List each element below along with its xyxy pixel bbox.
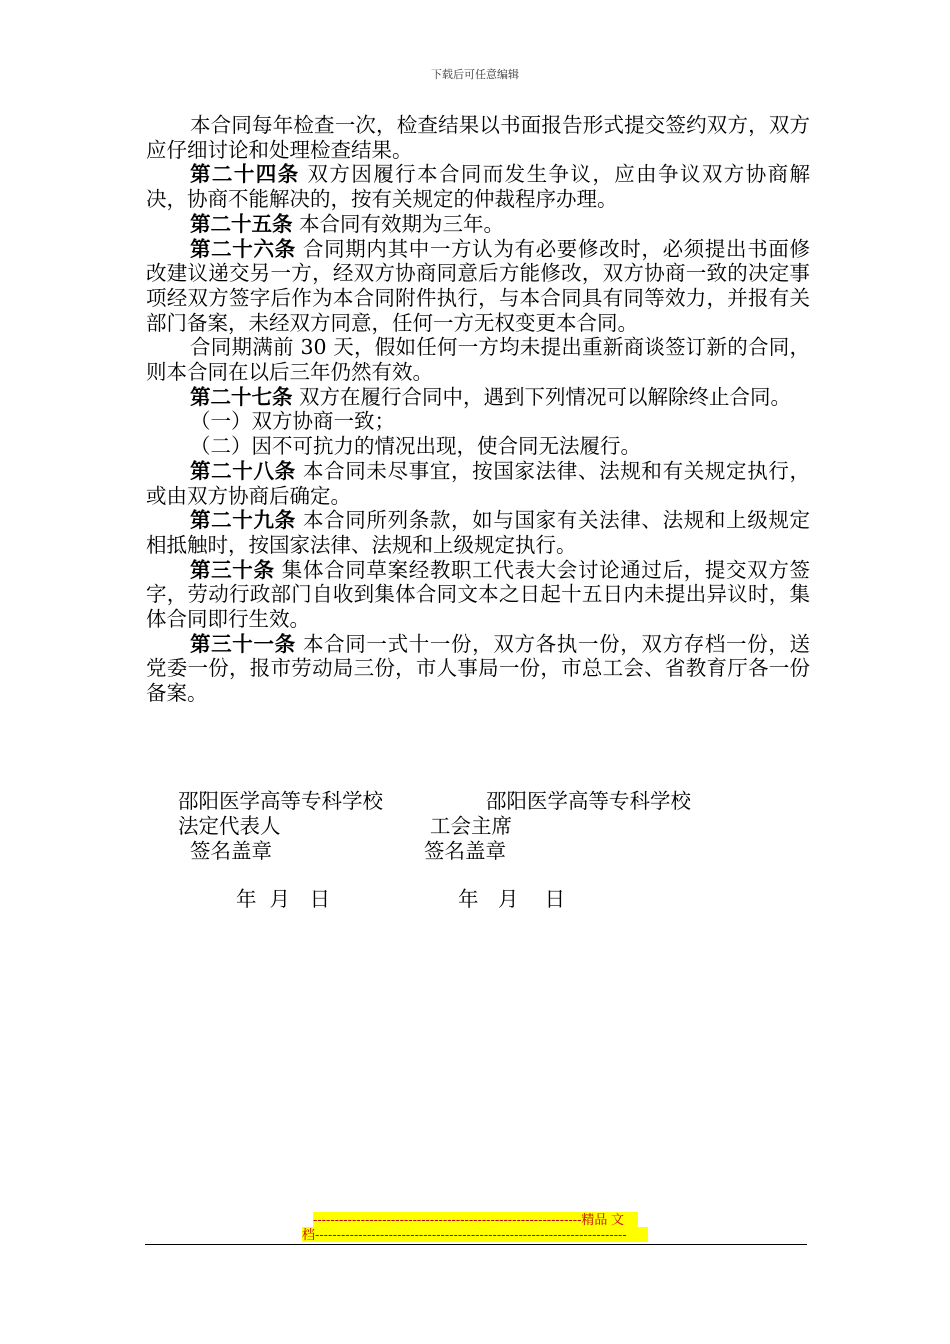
article-28	[146, 459, 810, 508]
footer-watermark-line2: 档------------------------------------------------------------------------	[302, 1227, 648, 1242]
article-text: 双方在履行合同中，遇到下列情况可以解除终止合同。	[299, 384, 792, 409]
article-text: 本合同有效期为三年。	[299, 211, 505, 236]
footer-watermark-line1: --------------------------------------------------------------精品 文	[313, 1212, 638, 1227]
article-number: 第二十七条	[190, 384, 293, 409]
article-number: 第二十四条	[190, 162, 300, 187]
signature-left-role: 法定代表人	[178, 814, 281, 838]
list-item-text: （二）因不可抗力的情况出现，使合同无法履行。	[190, 434, 641, 459]
list-item-text: （一）双方协商一致；	[190, 409, 395, 434]
article-text: 集体合同草案经教职工代表大会讨论通过后，提交双方签字，劳动行政部门自收到集体合同文本之日起十五日内未提出异议时，集体合同即行生效。	[146, 557, 810, 632]
article-24	[146, 162, 810, 211]
article-text: 本合同所列条款，如与国家有关法律、法规和上级规定相抵触时，按国家法律、法规和上级规定执行。	[146, 508, 810, 557]
signature-left-seal: 签名盖章	[190, 839, 272, 863]
paragraph-renewal	[146, 335, 810, 384]
footer-rule	[145, 1244, 807, 1245]
page-header: 下载后可任意编辑	[431, 68, 519, 81]
article-text: 本合同未尽事宜，按国家法律、法规和有关规定执行，或由双方协商后确定。	[146, 458, 810, 508]
contract-body	[146, 113, 810, 706]
article-number: 第二十五条	[190, 211, 293, 236]
article-27	[146, 385, 810, 410]
article-text: 双方因履行本合同而发生争议，应由争议双方协商解决，协商不能解决的，按有关规定的仲裁程序办理。	[146, 162, 811, 212]
article-29	[146, 508, 810, 557]
article-25	[146, 212, 810, 237]
paragraph-annual-check	[146, 113, 810, 162]
paragraph-text: 合同期满前 30 天，假如任何一方均未提出重新商谈签订新的合同，则本合同在以后三年仍然有效。	[146, 335, 810, 385]
signature-right-seal: 签名盖章	[424, 839, 506, 863]
article-text: 本合同一式十一份，双方各执一份，双方存档一份，送党委一份，报市劳动局三份，市人事局一份，市总工会、省教育厅各一份备案。	[146, 631, 810, 706]
signature-right-org: 邵阳医学高等专科学校	[486, 789, 691, 813]
article-number: 第二十八条	[190, 458, 296, 483]
signature-left-date: 年 月 日	[236, 887, 331, 911]
article-number: 第二十九条	[190, 508, 296, 533]
signature-right-role: 工会主席	[430, 814, 512, 838]
article-30	[146, 558, 810, 632]
list-item	[146, 434, 810, 459]
signature-right-date: 年 月 日	[458, 887, 566, 911]
article-26	[146, 237, 810, 336]
paragraph-text: 本合同每年检查一次，检查结果以书面报告形式提交签约双方，双方应仔细讨论和处理检查结果。	[146, 113, 810, 162]
list-item	[146, 409, 810, 434]
article-31	[146, 632, 810, 706]
signature-left-org: 邵阳医学高等专科学校	[178, 789, 383, 813]
article-number: 第三十条	[190, 557, 275, 582]
article-text: 合同期内其中一方认为有必要修改时，必须提出书面修改建议递交另一方，经双方协商同意后方能修改，双方协商一致的决定事项经双方签字后作为本合同附件执行，与本合同具有同等效力，并报有关部门备案，未经双方同意，任何一方无权变更本合同。	[146, 236, 810, 335]
article-number: 第三十一条	[190, 631, 296, 656]
article-number: 第二十六条	[190, 236, 296, 261]
